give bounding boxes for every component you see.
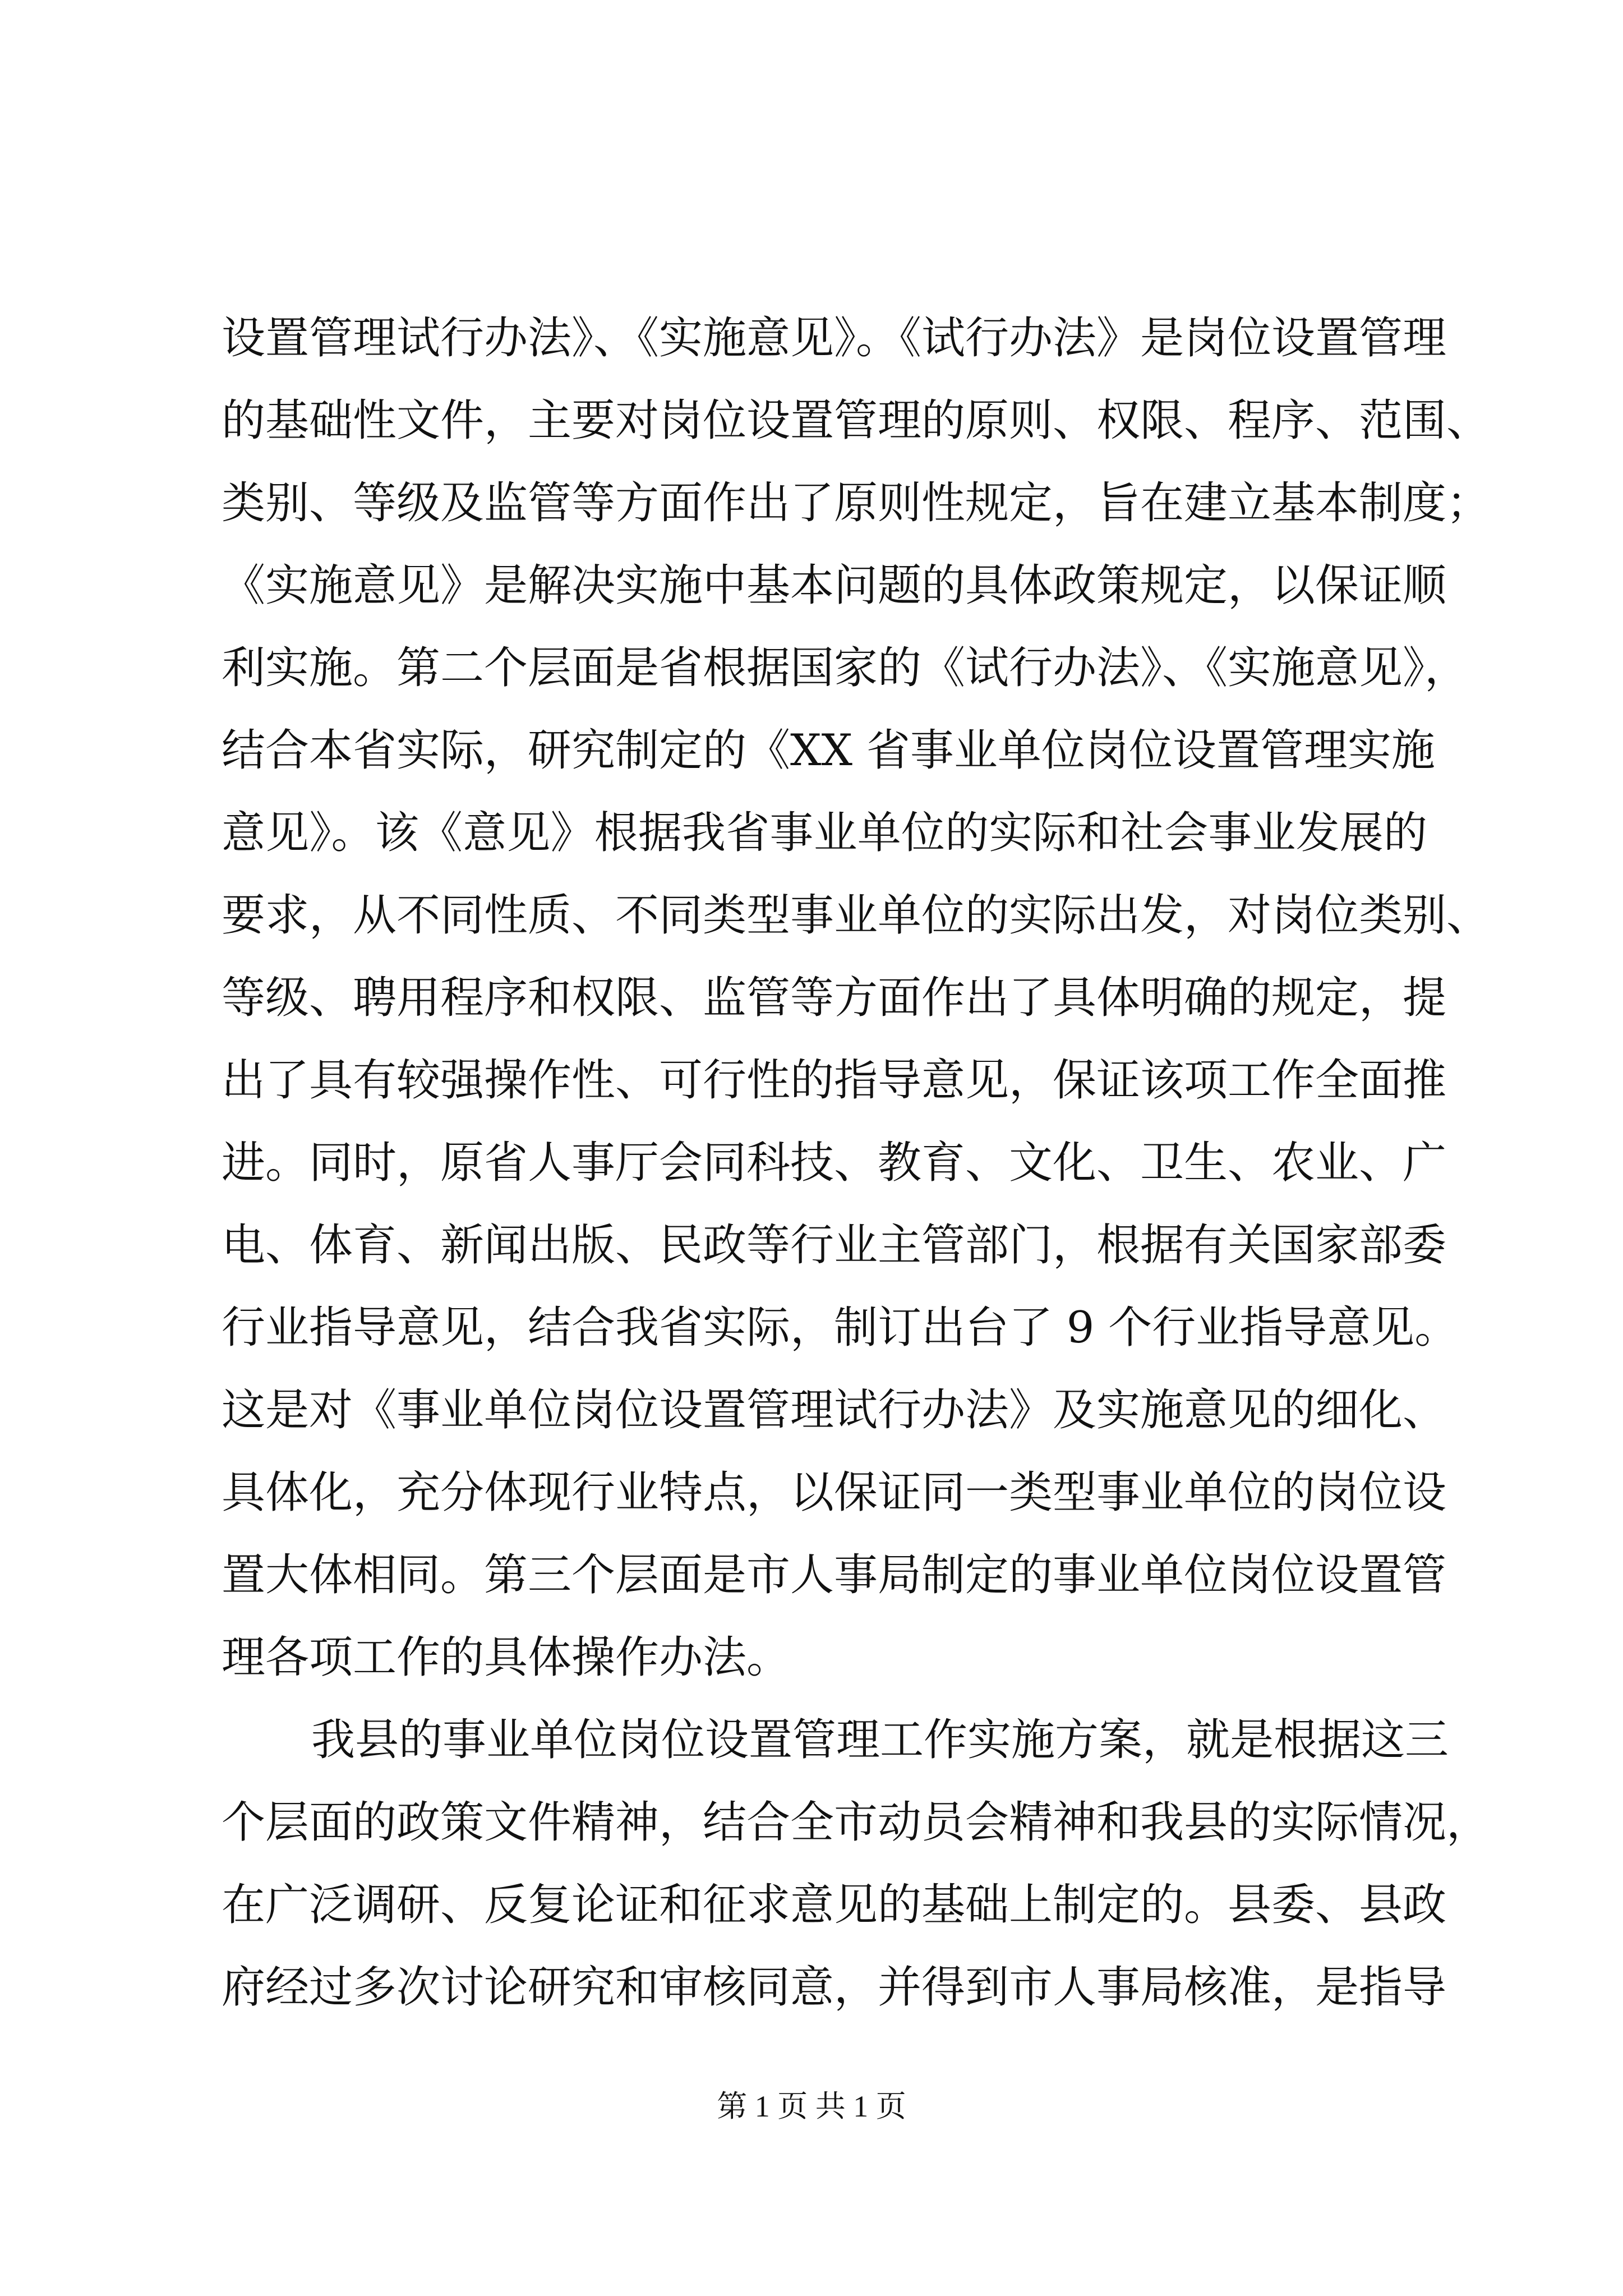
text-line: 要求，从不同性质、不同类型事业单位的实际出发，对岗位类别、 <box>222 890 1491 941</box>
text-line: 《实施意见》是解决实施中基本问题的具体政策规定，以保证顺 <box>222 560 1447 611</box>
text-line: 这是对《事业单位岗位设置管理试行办法》及实施意见的细化、 <box>222 1385 1447 1435</box>
text-line: 意见》。该《意见》根据我省事业单位的实际和社会事业发展的 <box>222 808 1427 858</box>
page-number-label: 第 1 页 共 1 页 <box>717 2090 906 2123</box>
text-line: 的基础性文件，主要对岗位设置管理的原则、权限、程序、范围、 <box>222 395 1491 446</box>
text-line: 行业指导意见，结合我省实际，制订出台了 9 个行业指导意见。 <box>222 1303 1459 1353</box>
text-line: 个层面的政策文件精神，结合全市动员会精神和我县的实际情况， <box>222 1797 1491 1848</box>
text-line: 置大体相同。第三个层面是市人事局制定的事业单位岗位设置管 <box>222 1550 1447 1600</box>
text-line: 进。同时，原省人事厅会同科技、教育、文化、卫生、农业、广 <box>222 1138 1447 1188</box>
document-body <box>222 297 1491 2029</box>
text-line: 具体化，充分体现行业特点，以保证同一类型事业单位的岗位设 <box>222 1467 1447 1518</box>
text-line: 府经过多次讨论研究和审核同意，并得到市人事局核准，是指导 <box>222 1962 1447 2013</box>
text-line: 电、体育、新闻出版、民政等行业主管部门，根据有关国家部委 <box>222 1220 1447 1271</box>
text-line: 结合本省实际，研究制定的《XX 省事业单位岗位设置管理实施 <box>222 725 1435 776</box>
text-line: 等级、聘用程序和权限、监管等方面作出了具体明确的规定，提 <box>222 973 1447 1023</box>
text-line: 类别、等级及监管等方面作出了原则性规定，旨在建立基本制度； <box>222 478 1491 528</box>
text-line: 出了具有较强操作性、可行性的指导意见，保证该项工作全面推 <box>222 1055 1447 1106</box>
text-line: 我县的事业单位岗位设置管理工作实施方案，就是根据这三 <box>311 1715 1449 1765</box>
page-footer <box>0 2084 1623 2129</box>
text-line: 设置管理试行办法》、《实施意见》。《试行办法》是岗位设置管理 <box>222 313 1447 364</box>
text-line: 理各项工作的具体操作办法。 <box>222 1632 791 1683</box>
text-line: 利实施。第二个层面是省根据国家的《试行办法》、《实施意见》， <box>222 643 1469 693</box>
text-line: 在广泛调研、反复论证和征求意见的基础上制定的。县委、县政 <box>222 1880 1447 1930</box>
